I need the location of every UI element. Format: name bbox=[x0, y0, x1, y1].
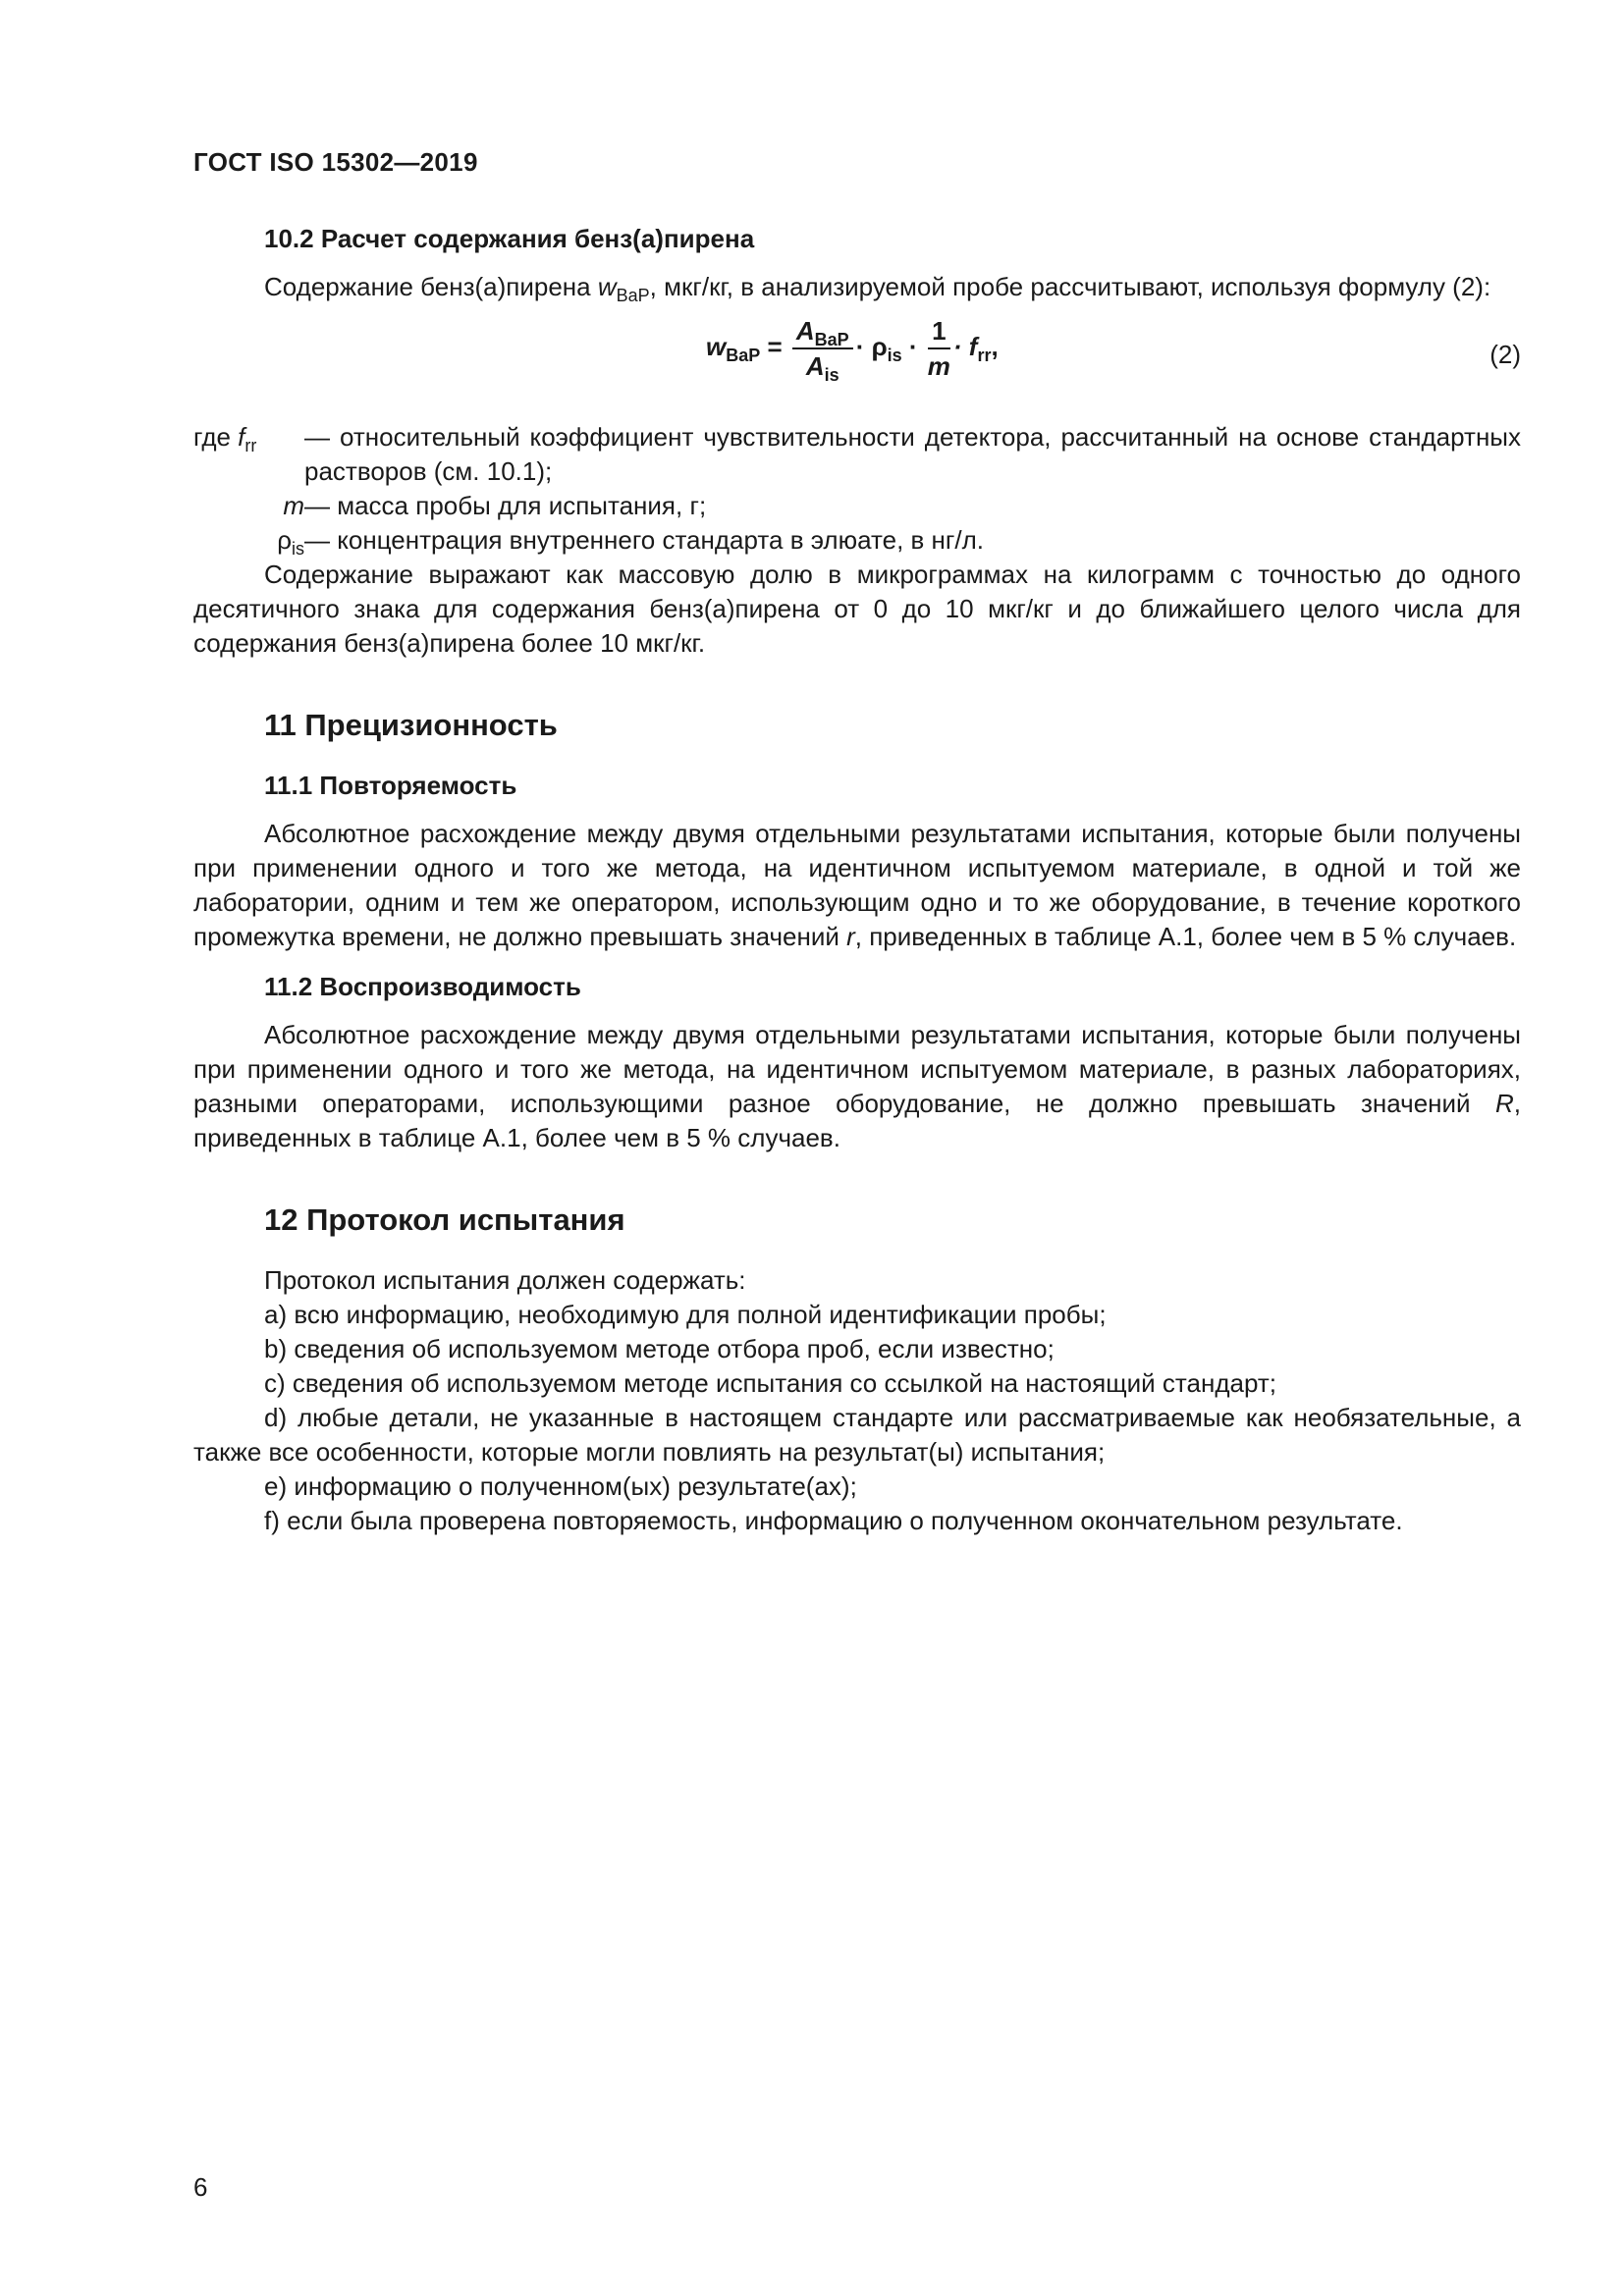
formula-number: (2) bbox=[1489, 340, 1521, 369]
where-label: где bbox=[193, 422, 239, 452]
w-symbol: w bbox=[597, 272, 617, 301]
w-subscript: BaP bbox=[616, 286, 650, 305]
heading-10-2: 10.2 Расчет содержания бенз(а)пирена bbox=[264, 224, 755, 253]
definition-frr bbox=[193, 420, 1521, 489]
def-symbol-m: m bbox=[283, 491, 304, 520]
def-symbol-f: f bbox=[238, 422, 245, 452]
document-code-header: ГОСТ ISO 15302—2019 bbox=[193, 147, 478, 177]
formula-rho: · ρ bbox=[855, 331, 888, 361]
protocol-item-b: b) сведения об используемом методе отбора проб, если известно; bbox=[264, 1334, 1055, 1363]
formula-fraction-area bbox=[792, 316, 853, 385]
repeatability-symbol: r bbox=[846, 922, 855, 951]
reproducibility-symbol: R bbox=[1494, 1089, 1514, 1118]
formula-num-sub: BaP bbox=[814, 330, 849, 349]
intro-text-a: Содержание бенз(а)пирена bbox=[264, 272, 598, 301]
formula-den: A bbox=[805, 351, 825, 381]
heading-11: 11 Прецизионность bbox=[264, 708, 558, 742]
protocol-item-e: e) информацию о полученном(ых) результате(ах); bbox=[264, 1471, 857, 1501]
formula-den-sub: is bbox=[824, 365, 839, 385]
heading-11-2: 11.2 Воспроизводимость bbox=[264, 972, 581, 1001]
definition-m bbox=[193, 489, 1521, 523]
def-sub-rr: rr bbox=[244, 436, 257, 455]
formula-dot: · bbox=[901, 331, 925, 361]
heading-11-1: 11.1 Повторяемость bbox=[264, 771, 517, 800]
paragraph-repeatability bbox=[193, 817, 1521, 954]
reproducibility-text-a: Абсолютное расхождение между двумя отдельными результатами испытания, которые были получены при применении одного и того же метода, на идентичном испытуемом материале, в разных лабораториях, разными операторами, использующими разное оборудование, не должно превышать значений bbox=[193, 1020, 1521, 1118]
protocol-item-f: f) если была проверена повторяемость, информацию о полученном окончательном результате. bbox=[264, 1506, 1403, 1535]
def-symbol-rho: ρ bbox=[277, 525, 292, 555]
reproducibility-text-b: , приведенных в таблице А.1, более чем в 5 % случаев. bbox=[193, 1089, 1521, 1152]
def-text-frr: — относительный коэффициент чувствительности детектора, рассчитанный на основе стандартных растворов (см. 10.1); bbox=[304, 422, 1521, 486]
page-number: 6 bbox=[193, 2172, 208, 2202]
definition-rho bbox=[193, 523, 1521, 558]
document-body bbox=[193, 222, 1521, 1538]
paragraph-result-expression: Содержание выражают как массовую долю в микрограммах на килограмм с точностью до одного десятичного знака для содержания бенз(а)пирена от 0 до 10 мкг/кг и до ближайшего целого числа для содержания бенз(а)пирена более 10 мкг/кг. bbox=[193, 560, 1521, 658]
def-text-m: — масса пробы для испытания, г; bbox=[304, 491, 707, 520]
protocol-item-c: c) сведения об используемом методе испытания со ссылкой на настоящий стандарт; bbox=[264, 1368, 1276, 1398]
paragraph-10-2-intro bbox=[193, 270, 1521, 304]
formula-num: A bbox=[795, 316, 815, 346]
formula-f-sub: rr bbox=[977, 345, 992, 365]
def-sub-is: is bbox=[292, 539, 304, 559]
intro-text-b: , мкг/кг, в анализируемой пробе рассчитывают, используя формулу (2): bbox=[649, 272, 1491, 301]
formula-m: m bbox=[927, 351, 950, 381]
def-text-rho: — концентрация внутреннего стандарта в элюате, в нг/л. bbox=[304, 525, 985, 555]
protocol-list bbox=[193, 1263, 1521, 1538]
protocol-item-d: d) любые детали, не указанные в настоящем стандарте или рассматриваемые как необязательные, а также все особенности, которые могли повлиять на результат(ы) испытания; bbox=[193, 1403, 1521, 1467]
formula-f: · f bbox=[952, 331, 978, 361]
protocol-intro: Протокол испытания должен содержать: bbox=[264, 1265, 746, 1295]
symbol-definitions bbox=[193, 420, 1521, 558]
formula-one: 1 bbox=[928, 316, 950, 349]
formula-2 bbox=[193, 312, 1521, 408]
repeatability-text-a: Абсолютное расхождение между двумя отдельными результатами испытания, которые были получены при применении одного и того же метода, на идентичном испытуемом материале, в одной и той же лаборатории, одним и тем же оператором, использующим одно и то же оборудование, в течение короткого промежутка времени, не должно превышать значений bbox=[193, 819, 1521, 951]
paragraph-reproducibility bbox=[193, 1018, 1521, 1155]
formula-lhs-sub: BaP bbox=[726, 345, 761, 365]
formula-rho-sub: is bbox=[887, 345, 902, 365]
protocol-item-a: а) всю информацию, необходимую для полной идентификации пробы; bbox=[264, 1300, 1107, 1329]
formula-expression bbox=[706, 316, 999, 385]
heading-12: 12 Протокол испытания bbox=[264, 1202, 625, 1237]
formula-lhs: w bbox=[706, 331, 727, 361]
formula-equals: = bbox=[760, 331, 789, 361]
formula-fraction-mass bbox=[928, 316, 950, 381]
repeatability-text-b: , приведенных в таблице А.1, более чем в 5 % случаев. bbox=[854, 922, 1517, 951]
formula-comma: , bbox=[991, 331, 999, 361]
